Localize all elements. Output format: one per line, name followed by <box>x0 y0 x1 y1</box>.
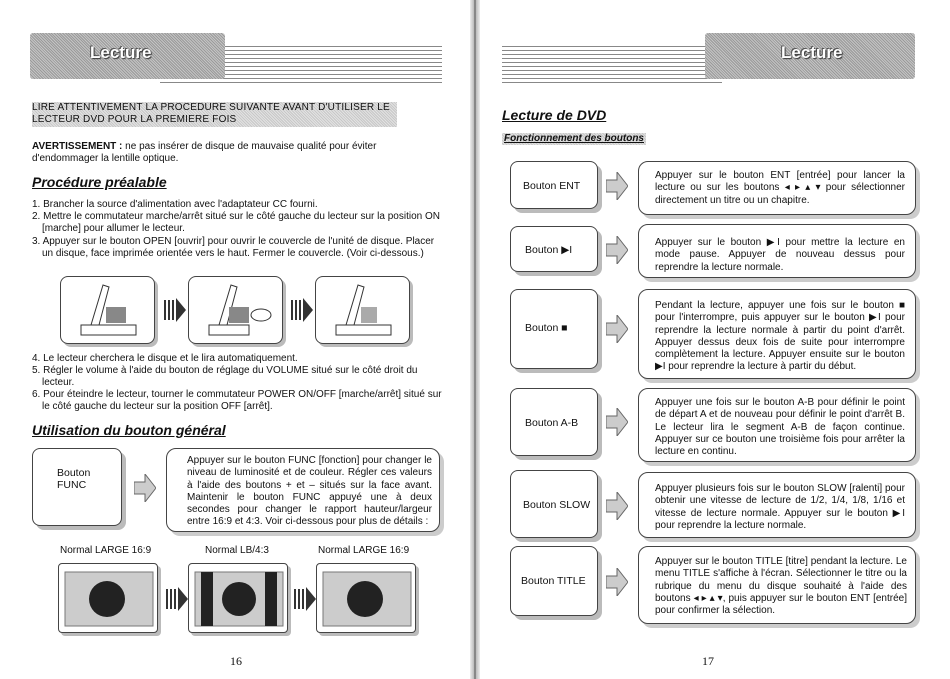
button-label-ent: Bouton ENT <box>523 180 581 192</box>
button-label-box <box>510 226 598 272</box>
avertissement <box>32 141 432 166</box>
button-label-play-pause: Bouton ▶I <box>525 244 573 256</box>
button-label-box <box>510 470 598 538</box>
screen-letterbox <box>188 563 288 633</box>
button-desc-box <box>638 161 916 215</box>
screen-wide-1 <box>58 563 158 633</box>
button-label-title: Bouton TITLE <box>521 575 586 587</box>
arrow-right-icon <box>606 408 628 436</box>
aspect-label-3: Normal LARGE 16:9 <box>318 545 410 556</box>
arrow-right-icon <box>291 296 313 324</box>
header-banner <box>705 33 915 79</box>
arrow-right-icon <box>606 172 628 200</box>
player-close-drawing <box>316 277 411 345</box>
arrow-right-icon <box>606 315 628 343</box>
button-desc-box <box>638 546 916 624</box>
page-number: 16 <box>230 654 242 668</box>
button-desc-stop: Pendant la lecture, appuyer une fois sur le bouton ■ pour l'interrompre, puis appuyer sur le bouton ▶I pour reprendre la lecture normale à partir du point d'arrêt. Appuyer dessus deux fois de suite pour interrompre complètement la lecture. Appuyer ensuite sur le bouton ▶I pour reprendre la lecture à partir du début. <box>655 300 905 373</box>
step-2: 2. Mettre le commutateur marche/arrêt situé sur le côté gauche du lecteur sur la position ON [marche] pour allumer le lecteur. <box>32 211 440 235</box>
button-desc-box <box>638 289 916 379</box>
func-desc: Appuyer sur le bouton FUNC [fonction] pour changer le niveau de luminosité et de couleur. Régler ces valeurs à l'aide des boutons + et – situés sur la face avant. Maintenir le bouton FUNC appuyé une à deux secondes pour changer le rapport hauteur/largeur entre 16:9 et 4:3. Voir ci-dessous pour plus de détails : <box>187 455 432 528</box>
arrow-right-icon <box>166 585 188 613</box>
button-desc-box <box>638 224 916 278</box>
screen-wide-drawing <box>317 564 417 634</box>
subsection-title: Fonctionnement des boutons <box>504 133 644 144</box>
aspect-label-1: Normal LARGE 16:9 <box>60 545 152 556</box>
illustration-open-cover <box>60 276 155 344</box>
section-title-bouton-general: Utilisation du bouton général <box>32 422 226 438</box>
arrow-right-icon <box>294 585 316 613</box>
screen-wide-2 <box>316 563 416 633</box>
button-desc-play-pause: Appuyer sur le bouton ▶I pour mettre la lecture en mode pause. Appuyer de nouveau dessus pour reprendre la lecture normale. <box>655 237 905 273</box>
header-lines <box>502 43 722 83</box>
button-desc-title: Appuyer sur le bouton TITLE [titre] pendant la lecture. Le menu TITLE s'affiche à l'écran. Sélectionner le titre ou la rubrique du menu du disque souhaité à l'aide des boutons ◂ ▸ ▴ ▾, puis appuyer sur le bouton ENT [entrée] pour confirmer la sélection. <box>655 556 907 617</box>
button-label-box <box>510 161 598 209</box>
warning-banner: LIRE ATTENTIVEMENT LA PROCEDURE SUIVANTE AVANT D'UTILISER LE LECTEUR DVD POUR LA PREMIERE FOIS <box>32 102 397 127</box>
button-label-ab: Bouton A-B <box>525 417 579 429</box>
button-label-stop: Bouton ■ <box>525 322 568 334</box>
step-4: 4. Le lecteur cherchera le disque et le lira automatiquement. <box>32 353 298 364</box>
arrow-right-icon <box>134 474 156 502</box>
func-desc-box <box>166 448 440 532</box>
button-desc-box <box>638 472 916 538</box>
arrow-right-icon <box>164 296 186 324</box>
step-6: 6. Pour éteindre le lecteur, tourner le commutateur POWER ON/OFF [marche/arrêt] situé sur le côté gauche du lecteur sur la position OFF [arrêt]. <box>32 389 442 413</box>
page-16 <box>0 0 470 679</box>
header-title: Lecture <box>781 43 843 62</box>
button-label-box <box>510 289 598 369</box>
button-label-box <box>510 546 598 616</box>
button-desc-ab: Appuyer une fois sur le bouton A-B pour définir le point de départ A et de nouveau pour définir le point d'arrêt B. Le lecteur lira le segment A-B de façon continue. Appuyer sur ce bouton une troisième fois pour arrêter la lecture en continu. <box>655 397 905 458</box>
aspect-label-2: Normal LB/4:3 <box>205 545 269 556</box>
button-desc-ent: Appuyer sur le bouton ENT [entrée] pour lancer la lecture ou sur les boutons ◂ ▸ ▴ ▾ pour sélectionner directement un titre ou un chapitre. <box>655 170 905 206</box>
avertissement-text: ne pas insérer de disque de mauvaise qualité pour éviter d'endommager la lentille optique. <box>32 141 377 165</box>
button-desc-box <box>638 388 916 462</box>
book-spine <box>470 0 480 679</box>
illustration-close-cover <box>315 276 410 344</box>
step-3: 3. Appuyer sur le bouton OPEN [ouvrir] pour ouvrir le couvercle de l'unité de disque. Placer un disque, face imprimée orientée vers le haut. Fermer le couvercle. (Voir ci-dessous.) <box>32 236 435 260</box>
header-banner <box>30 33 225 79</box>
arrow-right-icon <box>606 568 628 596</box>
screen-letterbox-drawing <box>189 564 289 634</box>
header-title: Lecture <box>90 43 152 62</box>
page-17 <box>480 0 950 679</box>
arrow-right-icon <box>606 492 628 520</box>
illustration-insert-disc <box>188 276 283 344</box>
section-title-lecture-dvd: Lecture de DVD <box>502 107 607 123</box>
arrow-right-icon <box>606 236 628 264</box>
screen-wide-drawing <box>59 564 159 634</box>
page-number: 17 <box>702 654 714 668</box>
section-title-procedure: Procédure préalable <box>32 174 167 190</box>
button-label-slow: Bouton SLOW <box>523 499 591 511</box>
step-5: 5. Régler le volume à l'aide du bouton de réglage du VOLUME situé sur le côté droit du lecteur. <box>32 365 418 389</box>
button-desc-slow: Appuyer plusieurs fois sur le bouton SLOW [ralenti] pour obtenir une vitesse de lecture de 1/2, 1/4, 1/8, 1/16 et vitesse de lecture normale. Appuyer sur le bouton ▶I pour reprendre la lecture normale. <box>655 483 905 531</box>
func-button-box <box>32 448 122 526</box>
func-button-label: Bouton FUNC <box>57 467 91 492</box>
step-1: 1. Brancher la source d'alimentation avec l'adaptateur CC fourni. <box>32 199 318 210</box>
avertissement-label: AVERTISSEMENT : <box>32 141 123 152</box>
button-label-box <box>510 388 598 456</box>
player-open-drawing <box>61 277 156 345</box>
player-disc-drawing <box>189 277 284 345</box>
